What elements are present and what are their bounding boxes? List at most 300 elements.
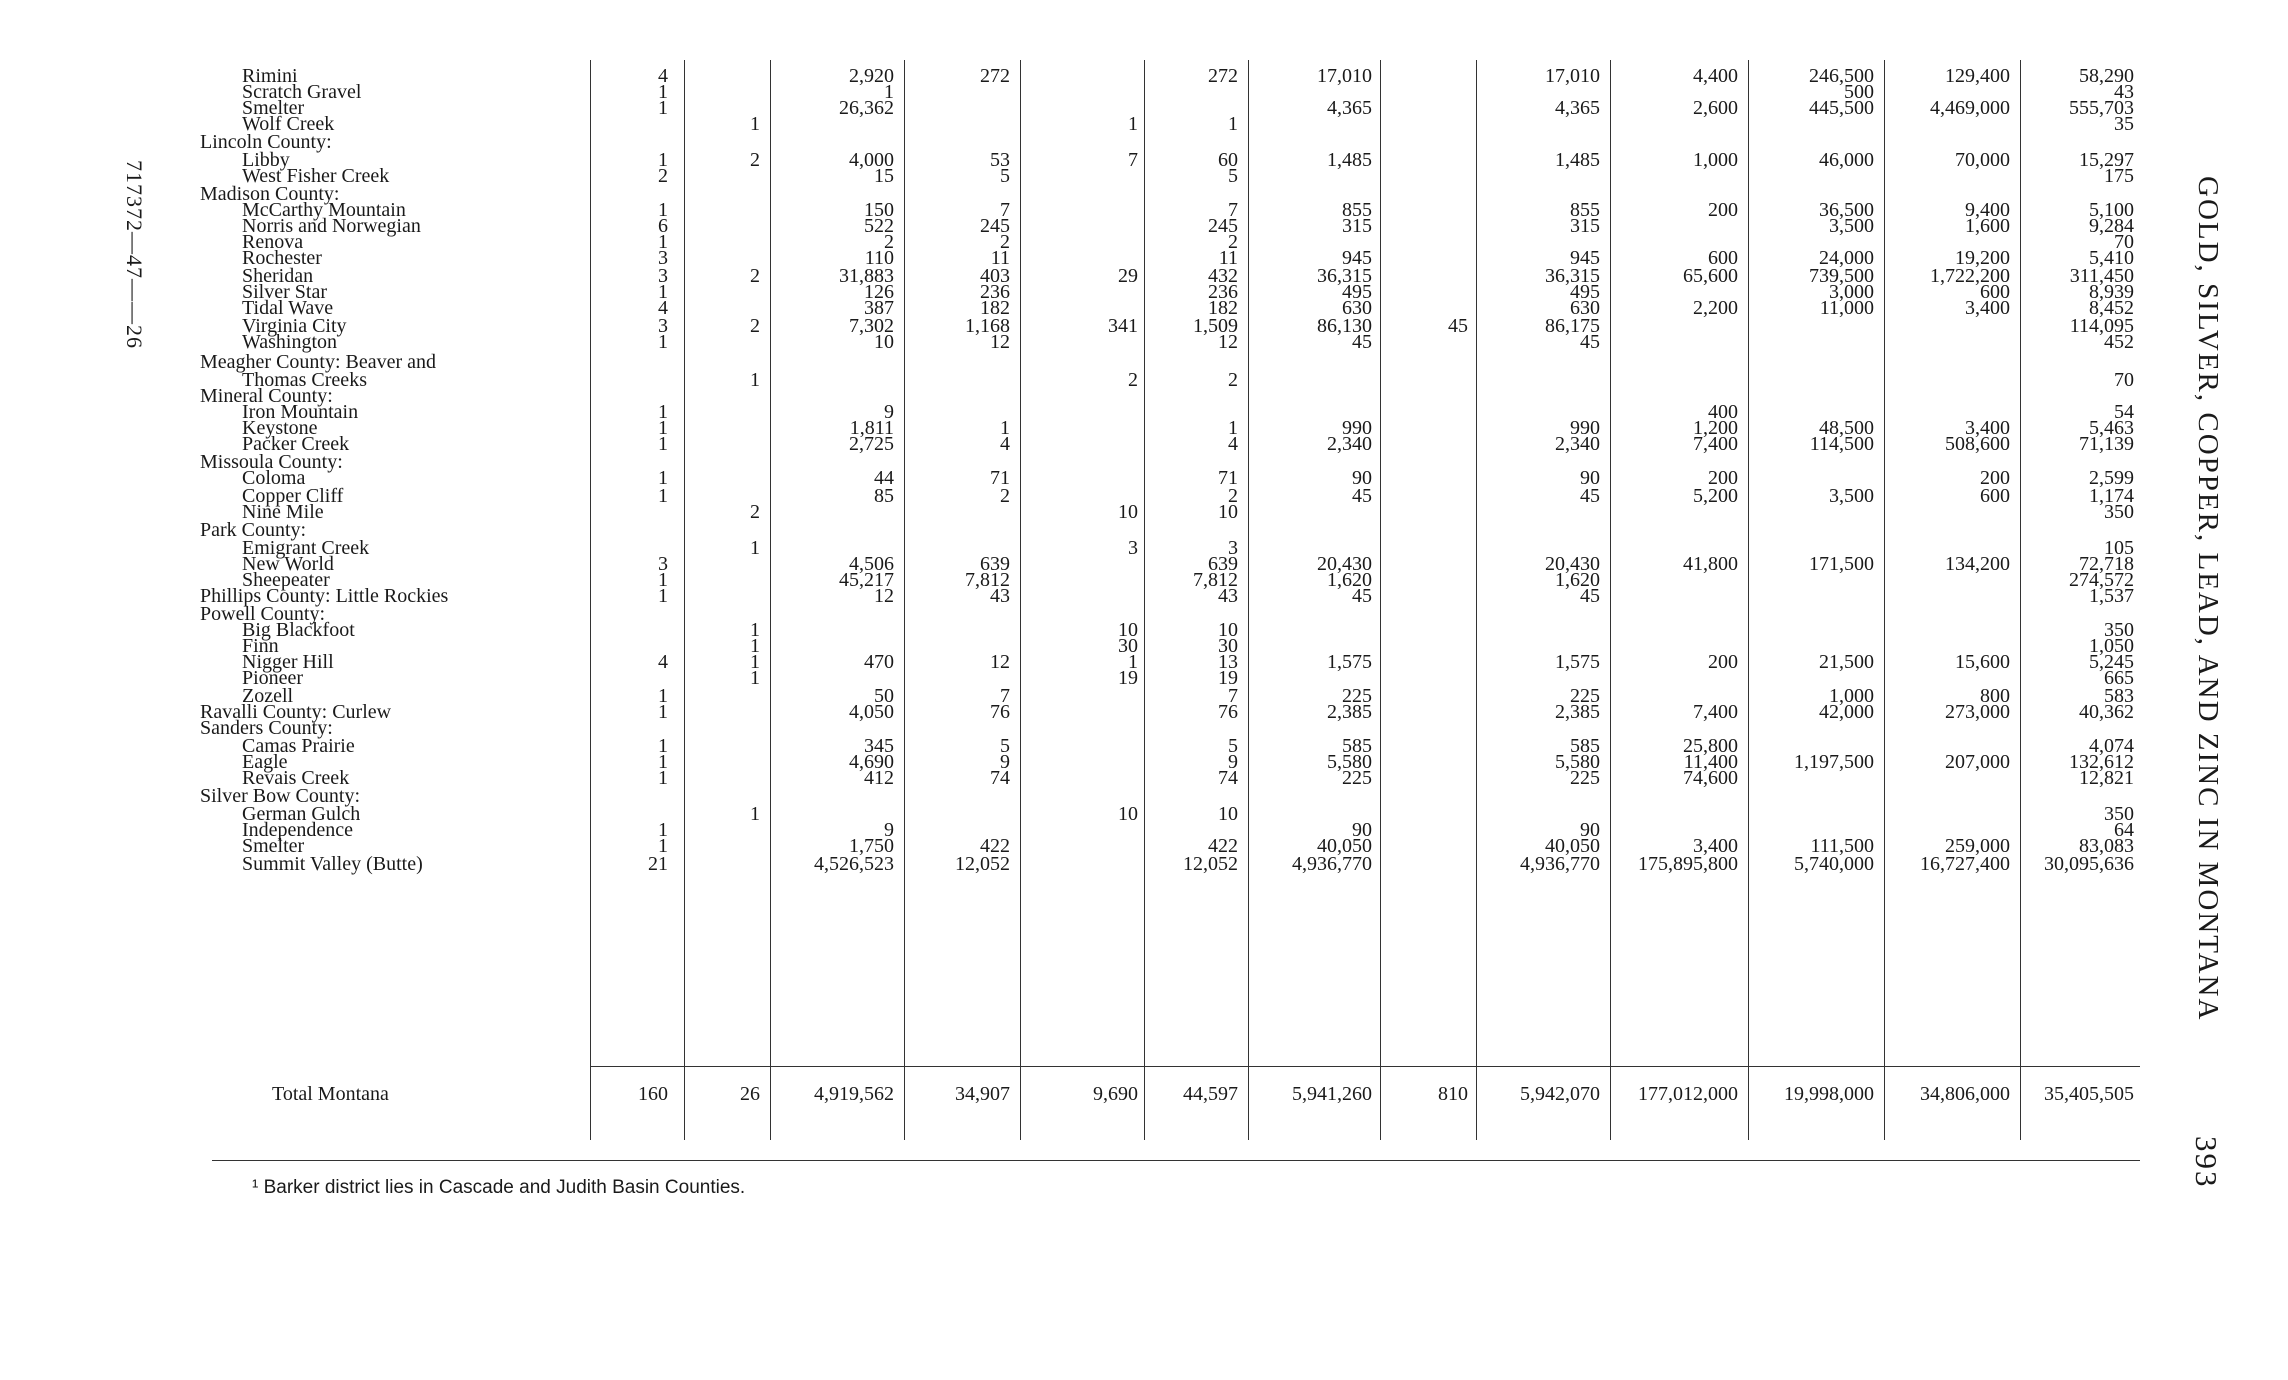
table-cell: 45 bbox=[1580, 485, 1600, 507]
table-cell: 4,469,000 bbox=[1930, 97, 2010, 119]
table-cell: 2,340 bbox=[1327, 433, 1372, 455]
table-cell: 3,000 bbox=[1829, 281, 1874, 303]
table-cell: 175 bbox=[2104, 165, 2134, 187]
table-cell: 3,400 bbox=[1693, 835, 1738, 857]
table-cell: 600 bbox=[1708, 247, 1738, 269]
table-cell: 45 bbox=[1352, 485, 1372, 507]
table-cell: 43 bbox=[990, 585, 1010, 607]
table-cell: 19,998,000 bbox=[1784, 1083, 1874, 1105]
table-cell: 17,010 bbox=[1545, 65, 1600, 87]
side-note: 717372—47——26 bbox=[122, 160, 147, 349]
table-cell: 6 bbox=[658, 215, 668, 237]
table-cell: 1 bbox=[750, 537, 760, 559]
table-cell: 508,600 bbox=[1945, 433, 2010, 455]
table-cell: 3 bbox=[1228, 537, 1238, 559]
table-cell: 1 bbox=[750, 651, 760, 673]
table-cell: 225 bbox=[1570, 767, 1600, 789]
county-heading: Park County: bbox=[200, 520, 307, 541]
table-cell: 200 bbox=[1980, 467, 2010, 489]
table-cell: 83,083 bbox=[2079, 835, 2134, 857]
table-cell: 2 bbox=[750, 149, 760, 171]
table-cell: 182 bbox=[980, 297, 1010, 319]
table-cell: 1 bbox=[1228, 417, 1238, 439]
table-cell: 200 bbox=[1708, 199, 1738, 221]
table-cell: 1,722,200 bbox=[1930, 265, 2010, 287]
table-cell: 350 bbox=[2104, 803, 2134, 825]
table-cell: 4,526,523 bbox=[814, 853, 894, 875]
table-cell: 11 bbox=[1218, 247, 1238, 269]
table-cell: 5 bbox=[1000, 165, 1010, 187]
table-cell: 400 bbox=[1708, 401, 1738, 423]
table-cell: 3 bbox=[658, 553, 668, 575]
table-cell: 422 bbox=[980, 835, 1010, 857]
table-cell: 4,365 bbox=[1555, 97, 1600, 119]
table-cell: 2 bbox=[1128, 369, 1138, 391]
table-cell: 1,000 bbox=[1693, 149, 1738, 171]
district-name: Smelter bbox=[242, 836, 305, 857]
table-cell: 7,400 bbox=[1693, 701, 1738, 723]
county-heading: Meagher County: Beaver and bbox=[200, 352, 437, 373]
table-cell: 7 bbox=[1000, 199, 1010, 221]
table-cell: 1,174 bbox=[2089, 485, 2134, 507]
table-cell: 41,800 bbox=[1683, 553, 1738, 575]
table-cell: 5,580 bbox=[1555, 751, 1600, 773]
table-cell: 3,400 bbox=[1965, 417, 2010, 439]
table-cell: 1 bbox=[750, 803, 760, 825]
table-cell: 1 bbox=[658, 231, 668, 253]
table-cell: 2 bbox=[1228, 231, 1238, 253]
table-cell: 1 bbox=[658, 97, 668, 119]
table-cell: 10 bbox=[1118, 619, 1138, 641]
table-cell: 5,740,000 bbox=[1794, 853, 1874, 875]
table-cell: 1 bbox=[658, 81, 668, 103]
table-cell: 236 bbox=[980, 281, 1010, 303]
footnote: ¹ Barker district lies in Cascade and Judith Basin Counties. bbox=[252, 1177, 746, 1198]
table-cell: 150 bbox=[864, 199, 894, 221]
table-cell: 53 bbox=[990, 149, 1010, 171]
district-name: Iron Mountain bbox=[242, 402, 359, 423]
table-cell: 86,175 bbox=[1545, 315, 1600, 337]
total-row-label: Total Montana bbox=[272, 1084, 389, 1105]
table-cell: 200 bbox=[1708, 467, 1738, 489]
table-cell: 1 bbox=[658, 281, 668, 303]
table-cell: 9 bbox=[884, 819, 894, 841]
table-cell: 7 bbox=[1228, 685, 1238, 707]
county-heading: Powell County: bbox=[200, 604, 326, 625]
table-cell: 10 bbox=[1118, 501, 1138, 523]
column-rule bbox=[904, 60, 905, 1140]
table-cell: 1,620 bbox=[1555, 569, 1600, 591]
table-cell: 30 bbox=[1118, 635, 1138, 657]
table-cell: 259,000 bbox=[1945, 835, 2010, 857]
table-cell: 45,217 bbox=[839, 569, 894, 591]
table-cell: 739,500 bbox=[1809, 265, 1874, 287]
column-rule bbox=[770, 60, 771, 1140]
table-cell: 29 bbox=[1118, 265, 1138, 287]
district-name: New World bbox=[242, 554, 334, 575]
county-heading: Sanders County: bbox=[200, 718, 333, 739]
table-cell: 4 bbox=[658, 65, 668, 87]
table-cell: 71,139 bbox=[2079, 433, 2134, 455]
table-cell: 25,800 bbox=[1683, 735, 1738, 757]
table-cell: 1 bbox=[658, 485, 668, 507]
table-cell: 1 bbox=[658, 569, 668, 591]
district-name: Washington bbox=[242, 332, 338, 353]
table-cell: 225 bbox=[1570, 685, 1600, 707]
table-cell: 42,000 bbox=[1819, 701, 1874, 723]
table-cell: 1 bbox=[1128, 113, 1138, 135]
table-cell: 24,000 bbox=[1819, 247, 1874, 269]
table-cell: 11,400 bbox=[1683, 751, 1738, 773]
district-name: Camas Prairie bbox=[242, 736, 355, 757]
table-cell: 7 bbox=[1000, 685, 1010, 707]
table-cell: 114,500 bbox=[1809, 433, 1874, 455]
district-name: Rimini bbox=[242, 66, 298, 87]
county-heading: Silver Bow County: bbox=[200, 786, 361, 807]
district-name: Libby bbox=[242, 150, 290, 171]
district-name: Norris and Norwegian bbox=[242, 216, 421, 237]
table-cell: 4,365 bbox=[1327, 97, 1372, 119]
table-cell: 236 bbox=[1208, 281, 1238, 303]
table-cell: 5,200 bbox=[1693, 485, 1738, 507]
table-cell: 4,000 bbox=[849, 149, 894, 171]
table-cell: 43 bbox=[1218, 585, 1238, 607]
table-cell: 2 bbox=[750, 315, 760, 337]
table-cell: 110 bbox=[864, 247, 894, 269]
table-cell: 1,485 bbox=[1555, 149, 1600, 171]
table-cell: 3 bbox=[658, 315, 668, 337]
table-cell: 36,315 bbox=[1545, 265, 1600, 287]
district-name: Revais Creek bbox=[242, 768, 350, 789]
column-rule bbox=[2020, 60, 2021, 1140]
table-cell: 4 bbox=[1000, 433, 1010, 455]
table-cell: 1 bbox=[658, 467, 668, 489]
table-cell: 1 bbox=[750, 113, 760, 135]
table-cell: 1 bbox=[1228, 113, 1238, 135]
table-cell: 90 bbox=[1580, 819, 1600, 841]
table-cell: 341 bbox=[1108, 315, 1138, 337]
district-name: Sheridan bbox=[242, 266, 314, 287]
table-cell: 36,500 bbox=[1819, 199, 1874, 221]
table-cell: 45 bbox=[1580, 585, 1600, 607]
table-cell: 10 bbox=[1218, 501, 1238, 523]
table-cell: 495 bbox=[1342, 281, 1372, 303]
table-cell: 10 bbox=[1118, 803, 1138, 825]
table-cell: 10 bbox=[1218, 619, 1238, 641]
table-cell: 58,290 bbox=[2079, 65, 2134, 87]
table-cell: 1,509 bbox=[1193, 315, 1238, 337]
table-cell: 126 bbox=[864, 281, 894, 303]
table-cell: 2,725 bbox=[849, 433, 894, 455]
table-cell: 45 bbox=[1352, 331, 1372, 353]
table-cell: 45 bbox=[1580, 331, 1600, 353]
table-cell: 10 bbox=[874, 331, 894, 353]
table-cell: 1,575 bbox=[1555, 651, 1600, 673]
county-heading: Madison County: bbox=[200, 184, 340, 205]
table-cell: 9 bbox=[884, 401, 894, 423]
table-cell: 11,000 bbox=[1819, 297, 1874, 319]
district-name: Scratch Gravel bbox=[242, 82, 362, 103]
district-name: Packer Creek bbox=[242, 434, 350, 455]
table-cell: 12 bbox=[990, 651, 1010, 673]
table-cell: 500 bbox=[1844, 81, 1874, 103]
column-rule bbox=[1248, 60, 1249, 1140]
table-cell: 1,200 bbox=[1693, 417, 1738, 439]
district-name: Independence bbox=[242, 820, 354, 841]
table-cell: 1,050 bbox=[2089, 635, 2134, 657]
table-cell: 90 bbox=[1580, 467, 1600, 489]
district-name: Finn bbox=[242, 636, 279, 657]
column-rule bbox=[1884, 60, 1885, 1140]
table-cell: 35 bbox=[2114, 113, 2134, 135]
table-cell: 177,012,000 bbox=[1638, 1083, 1738, 1105]
table-cell: 600 bbox=[1980, 485, 2010, 507]
table-cell: 9,284 bbox=[2089, 215, 2134, 237]
table-cell: 175,895,800 bbox=[1638, 853, 1738, 875]
table-cell: 4,936,770 bbox=[1292, 853, 1372, 875]
table-cell: 2 bbox=[658, 165, 668, 187]
table-cell: 8,452 bbox=[2089, 297, 2134, 319]
table-cell: 7,302 bbox=[849, 315, 894, 337]
page-number: 393 bbox=[2189, 1136, 2224, 1189]
column-rule bbox=[1144, 60, 1145, 1140]
table-cell: 1 bbox=[658, 701, 668, 723]
table-cell: 4,690 bbox=[849, 751, 894, 773]
district-name: Renova bbox=[242, 232, 304, 253]
table-cell: 2 bbox=[1000, 485, 1010, 507]
table-cell: 1,600 bbox=[1965, 215, 2010, 237]
table-cell: 114,095 bbox=[2069, 315, 2134, 337]
table-cell: 1 bbox=[1000, 417, 1010, 439]
table-cell: 2,385 bbox=[1555, 701, 1600, 723]
table-cell: 1 bbox=[750, 667, 760, 689]
table-cell: 30 bbox=[1218, 635, 1238, 657]
table-cell: 600 bbox=[1980, 281, 2010, 303]
district-name: Big Blackfoot bbox=[242, 620, 355, 641]
column-rule bbox=[590, 60, 591, 1140]
table-cell: 470 bbox=[864, 651, 894, 673]
table-cell: 2 bbox=[750, 265, 760, 287]
district-name: Copper Cliff bbox=[242, 486, 344, 507]
table-cell: 15 bbox=[874, 165, 894, 187]
table-cell: 54 bbox=[2114, 401, 2134, 423]
table-cell: 31,883 bbox=[839, 265, 894, 287]
table-cell: 1,197,500 bbox=[1794, 751, 1874, 773]
table-cell: 3,500 bbox=[1829, 485, 1874, 507]
table-cell: 639 bbox=[980, 553, 1010, 575]
table-cell: 945 bbox=[1570, 247, 1600, 269]
table-cell: 15,297 bbox=[2079, 149, 2134, 171]
table-cell: 1 bbox=[750, 619, 760, 641]
table-cell: 2 bbox=[1228, 369, 1238, 391]
column-rule bbox=[1610, 60, 1611, 1140]
table-cell: 4,074 bbox=[2089, 735, 2134, 757]
district-name: Zozell bbox=[242, 686, 294, 707]
table-cell: 272 bbox=[980, 65, 1010, 87]
table-cell: 1 bbox=[1128, 651, 1138, 673]
table-cell: 272 bbox=[1208, 65, 1238, 87]
column-rule bbox=[684, 60, 685, 1140]
table-cell: 855 bbox=[1342, 199, 1372, 221]
table-cell: 445,500 bbox=[1809, 97, 1874, 119]
table-cell: 2,920 bbox=[849, 65, 894, 87]
district-name: McCarthy Mountain bbox=[242, 200, 406, 221]
table-cell: 8,939 bbox=[2089, 281, 2134, 303]
table-cell: 273,000 bbox=[1945, 701, 2010, 723]
table-cell: 225 bbox=[1342, 685, 1372, 707]
table-cell: 19 bbox=[1218, 667, 1238, 689]
table-cell: 30,095,636 bbox=[2044, 853, 2134, 875]
table-cell: 350 bbox=[2104, 501, 2134, 523]
table-cell: 1 bbox=[658, 199, 668, 221]
table-cell: 5 bbox=[1228, 735, 1238, 757]
table-cell: 76 bbox=[1218, 701, 1238, 723]
table-cell: 65,600 bbox=[1683, 265, 1738, 287]
table-cell: 85 bbox=[874, 485, 894, 507]
table-cell: 21 bbox=[648, 853, 668, 875]
table-cell: 46,000 bbox=[1819, 149, 1874, 171]
table-cell: 76 bbox=[990, 701, 1010, 723]
table-cell: 4,506 bbox=[849, 553, 894, 575]
table-cell: 432 bbox=[1208, 265, 1238, 287]
table-cell: 90 bbox=[1352, 467, 1372, 489]
table-cell: 2 bbox=[1228, 485, 1238, 507]
table-cell: 1 bbox=[658, 819, 668, 841]
table-cell: 44,597 bbox=[1183, 1083, 1238, 1105]
table-cell: 134,200 bbox=[1945, 553, 2010, 575]
district-name: Summit Valley (Butte) bbox=[242, 854, 423, 875]
district-name: Sheepeater bbox=[242, 570, 330, 591]
table-cell: 4,919,562 bbox=[814, 1083, 894, 1105]
table-cell: 171,500 bbox=[1809, 553, 1874, 575]
table-cell: 2,340 bbox=[1555, 433, 1600, 455]
table-cell: 1 bbox=[658, 331, 668, 353]
table-cell: 45 bbox=[1448, 315, 1468, 337]
table-cell: 129,400 bbox=[1945, 65, 2010, 87]
table-cell: 74 bbox=[1218, 767, 1238, 789]
table-cell: 5,942,070 bbox=[1520, 1083, 1600, 1105]
table-cell: 5 bbox=[1000, 735, 1010, 757]
table-cell: 9 bbox=[1000, 751, 1010, 773]
table-cell: 1,168 bbox=[965, 315, 1010, 337]
table-cell: 207,000 bbox=[1945, 751, 2010, 773]
table-cell: 1 bbox=[658, 685, 668, 707]
district-name: Wolf Creek bbox=[242, 114, 335, 135]
table-cell: 40,050 bbox=[1545, 835, 1600, 857]
table-cell: 1 bbox=[658, 417, 668, 439]
table-cell: 1,537 bbox=[2089, 585, 2134, 607]
table-cell: 4 bbox=[658, 297, 668, 319]
table-cell: 1 bbox=[658, 767, 668, 789]
table-cell: 74,600 bbox=[1683, 767, 1738, 789]
table-cell: 5 bbox=[1228, 165, 1238, 187]
table-cell: 555,703 bbox=[2069, 97, 2134, 119]
table-cell: 1 bbox=[658, 735, 668, 757]
table-cell: 665 bbox=[2104, 667, 2134, 689]
table-cell: 200 bbox=[1708, 651, 1738, 673]
table-cell: 13 bbox=[1218, 651, 1238, 673]
table-cell: 1,750 bbox=[849, 835, 894, 857]
table-cell: 5,410 bbox=[2089, 247, 2134, 269]
table-cell: 7,812 bbox=[1193, 569, 1238, 591]
table-cell: 2,200 bbox=[1693, 297, 1738, 319]
table-cell: 19,200 bbox=[1955, 247, 2010, 269]
table-cell: 1,811 bbox=[849, 417, 894, 439]
table-cell: 5,463 bbox=[2089, 417, 2134, 439]
table-cell: 1 bbox=[658, 401, 668, 423]
table-cell: 9,400 bbox=[1965, 199, 2010, 221]
table-cell: 11 bbox=[990, 247, 1010, 269]
table-cell: 17,010 bbox=[1317, 65, 1372, 87]
table-cell: 245 bbox=[980, 215, 1010, 237]
table-cell: 71 bbox=[1218, 467, 1238, 489]
table-cell: 990 bbox=[1342, 417, 1372, 439]
table-cell: 16,727,400 bbox=[1920, 853, 2010, 875]
table-cell: 810 bbox=[1438, 1083, 1468, 1105]
table-cell: 15,600 bbox=[1955, 651, 2010, 673]
table-cell: 246,500 bbox=[1809, 65, 1874, 87]
table-cell: 70 bbox=[2114, 369, 2134, 391]
table-cell: 7,812 bbox=[965, 569, 1010, 591]
table-cell: 583 bbox=[2104, 685, 2134, 707]
running-head: GOLD, SILVER, COPPER, LEAD, AND ZINC IN MONTANA bbox=[2192, 176, 2224, 1022]
table-cell: 50 bbox=[874, 685, 894, 707]
table-cell: 34,806,000 bbox=[1920, 1083, 2010, 1105]
district-name: Emigrant Creek bbox=[242, 538, 370, 559]
table-cell: 20,430 bbox=[1545, 553, 1600, 575]
table-cell: 43 bbox=[2114, 81, 2134, 103]
table-cell: 12,821 bbox=[2079, 767, 2134, 789]
table-cell: 20,430 bbox=[1317, 553, 1372, 575]
table-cell: 2,385 bbox=[1327, 701, 1372, 723]
table-cell: 70,000 bbox=[1955, 149, 2010, 171]
table-cell: 3,400 bbox=[1965, 297, 2010, 319]
district-name: Pioneer bbox=[242, 668, 304, 689]
district-name: Smelter bbox=[242, 98, 305, 119]
table-cell: 1,000 bbox=[1829, 685, 1874, 707]
table-cell: 2 bbox=[750, 501, 760, 523]
table-cell: 311,450 bbox=[2069, 265, 2134, 287]
district-name: West Fisher Creek bbox=[242, 166, 390, 187]
table-cell: 1 bbox=[658, 585, 668, 607]
table-cell: 9 bbox=[1228, 751, 1238, 773]
county-heading: Lincoln County: bbox=[200, 132, 332, 153]
table-cell: 12 bbox=[1218, 331, 1238, 353]
table-cell: 522 bbox=[864, 215, 894, 237]
table-cell: 4,400 bbox=[1693, 65, 1738, 87]
table-cell: 34,907 bbox=[955, 1083, 1010, 1105]
table-cell: 40,362 bbox=[2079, 701, 2134, 723]
table-cell: 1 bbox=[750, 635, 760, 657]
table-cell: 7 bbox=[1128, 149, 1138, 171]
district-name: Nine Mile bbox=[242, 502, 324, 523]
table-cell: 70 bbox=[2114, 231, 2134, 253]
table-cell: 4 bbox=[1228, 433, 1238, 455]
district-name: Rochester bbox=[242, 248, 322, 269]
table-cell: 495 bbox=[1570, 281, 1600, 303]
table-cell: 1 bbox=[884, 81, 894, 103]
table-cell: 74 bbox=[990, 767, 1010, 789]
table-cell: 3 bbox=[658, 247, 668, 269]
table-cell: 245 bbox=[1208, 215, 1238, 237]
table-cell: 2 bbox=[1000, 231, 1010, 253]
table-cell: 3 bbox=[658, 265, 668, 287]
table-cell: 64 bbox=[2114, 819, 2134, 841]
county-heading: Ravalli County: Curlew bbox=[200, 702, 392, 723]
table-cell: 182 bbox=[1208, 297, 1238, 319]
table-cell: 86,130 bbox=[1317, 315, 1372, 337]
table-cell: 71 bbox=[990, 467, 1010, 489]
